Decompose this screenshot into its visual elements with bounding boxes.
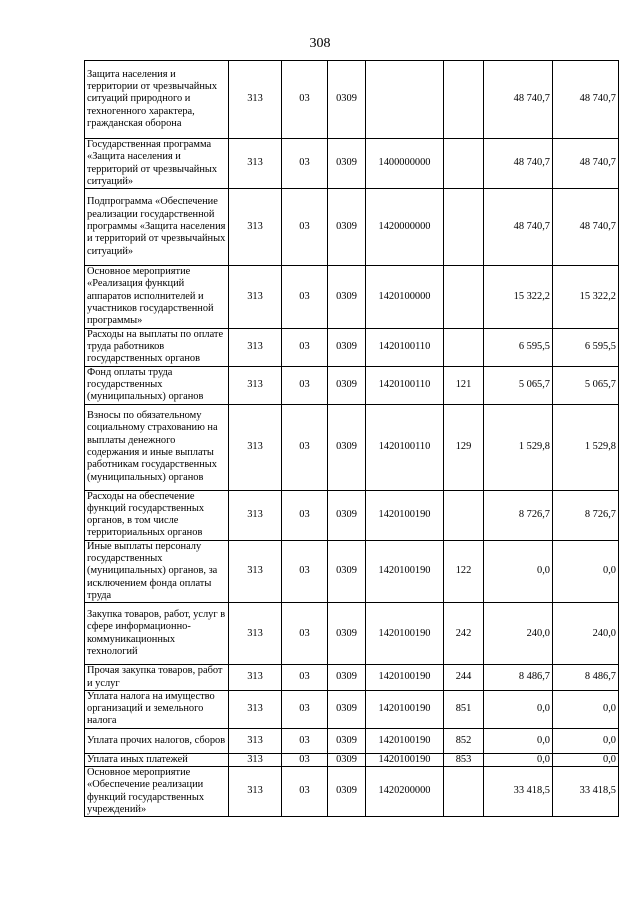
amount-cell-1: 5 065,7 [484, 366, 553, 404]
expense-type-cell: 122 [444, 540, 484, 602]
ved-code-cell: 313 [229, 728, 282, 753]
ved-code-cell: 313 [229, 189, 282, 266]
section-code-cell: 03 [282, 603, 328, 665]
ved-code-cell: 313 [229, 61, 282, 139]
ved-code-cell: 313 [229, 266, 282, 328]
table-row [85, 328, 619, 366]
expense-type-cell: 129 [444, 404, 484, 490]
row-name-cell: Взносы по обязательному социальному страхованию на выплаты денежного содержания и иные выплаты работникам государственных (муниципальных) органов [85, 404, 229, 490]
row-name-cell: Уплата прочих налогов, сборов [85, 728, 229, 753]
table-row [85, 603, 619, 665]
row-name-cell: Иные выплаты персоналу государственных (муниципальных) органов, за исключением фонда оплаты труда [85, 540, 229, 602]
amount-cell-1: 15 322,2 [484, 266, 553, 328]
row-name-cell: Расходы на обеспечение функций государственных органов, в том числе территориальных органов [85, 490, 229, 540]
subsection-code-cell: 0309 [328, 139, 366, 189]
amount-cell-1: 0,0 [484, 753, 553, 766]
table-row [85, 366, 619, 404]
budget-table [84, 60, 619, 817]
target-article-cell: 1420100110 [366, 366, 444, 404]
target-article-cell: 1420000000 [366, 189, 444, 266]
amount-cell-2: 0,0 [553, 690, 619, 728]
target-article-cell: 1420100190 [366, 690, 444, 728]
section-code-cell: 03 [282, 189, 328, 266]
expense-type-cell: 853 [444, 753, 484, 766]
table-row [85, 139, 619, 189]
subsection-code-cell: 0309 [328, 490, 366, 540]
row-name-cell: Уплата иных платежей [85, 753, 229, 766]
amount-cell-2: 240,0 [553, 603, 619, 665]
section-code-cell: 03 [282, 540, 328, 602]
amount-cell-1: 8 726,7 [484, 490, 553, 540]
subsection-code-cell: 0309 [328, 266, 366, 328]
expense-type-cell [444, 189, 484, 266]
target-article-cell: 1400000000 [366, 139, 444, 189]
amount-cell-2: 0,0 [553, 728, 619, 753]
amount-cell-2: 48 740,7 [553, 139, 619, 189]
expense-type-cell: 244 [444, 665, 484, 691]
target-article-cell: 1420100190 [366, 603, 444, 665]
target-article-cell: 1420100190 [366, 490, 444, 540]
target-article-cell: 1420100000 [366, 266, 444, 328]
expense-type-cell [444, 767, 484, 817]
ved-code-cell: 313 [229, 767, 282, 817]
ved-code-cell: 313 [229, 328, 282, 366]
subsection-code-cell: 0309 [328, 61, 366, 139]
amount-cell-2: 5 065,7 [553, 366, 619, 404]
ved-code-cell: 313 [229, 753, 282, 766]
amount-cell-2: 1 529,8 [553, 404, 619, 490]
amount-cell-2: 48 740,7 [553, 61, 619, 139]
section-code-cell: 03 [282, 753, 328, 766]
subsection-code-cell: 0309 [328, 753, 366, 766]
section-code-cell: 03 [282, 665, 328, 691]
amount-cell-2: 33 418,5 [553, 767, 619, 817]
ved-code-cell: 313 [229, 690, 282, 728]
amount-cell-2: 0,0 [553, 753, 619, 766]
amount-cell-1: 0,0 [484, 690, 553, 728]
row-name-cell: Основное мероприятие «Обеспечение реализации функций государственных учреждений» [85, 767, 229, 817]
subsection-code-cell: 0309 [328, 404, 366, 490]
table-row [85, 728, 619, 753]
section-code-cell: 03 [282, 61, 328, 139]
section-code-cell: 03 [282, 728, 328, 753]
table-row [85, 767, 619, 817]
row-name-cell: Прочая закупка товаров, работ и услуг [85, 665, 229, 691]
amount-cell-2: 48 740,7 [553, 189, 619, 266]
section-code-cell: 03 [282, 767, 328, 817]
table-row [85, 490, 619, 540]
subsection-code-cell: 0309 [328, 189, 366, 266]
expense-type-cell [444, 139, 484, 189]
expense-type-cell [444, 328, 484, 366]
subsection-code-cell: 0309 [328, 328, 366, 366]
amount-cell-1: 48 740,7 [484, 139, 553, 189]
table-row [85, 61, 619, 139]
expense-type-cell [444, 490, 484, 540]
row-name-cell: Подпрограмма «Обеспечение реализации государственной программы «Защита населения и территорий от чрезвычайных ситуаций» [85, 189, 229, 266]
expense-type-cell: 242 [444, 603, 484, 665]
ved-code-cell: 313 [229, 366, 282, 404]
amount-cell-1: 33 418,5 [484, 767, 553, 817]
expense-type-cell [444, 61, 484, 139]
row-name-cell: Фонд оплаты труда государственных (муниципальных) органов [85, 366, 229, 404]
ved-code-cell: 313 [229, 665, 282, 691]
amount-cell-1: 8 486,7 [484, 665, 553, 691]
subsection-code-cell: 0309 [328, 767, 366, 817]
amount-cell-1: 1 529,8 [484, 404, 553, 490]
amount-cell-1: 0,0 [484, 728, 553, 753]
section-code-cell: 03 [282, 366, 328, 404]
ved-code-cell: 313 [229, 540, 282, 602]
target-article-cell: 1420100190 [366, 728, 444, 753]
amount-cell-2: 0,0 [553, 540, 619, 602]
ved-code-cell: 313 [229, 404, 282, 490]
expense-type-cell: 851 [444, 690, 484, 728]
section-code-cell: 03 [282, 490, 328, 540]
subsection-code-cell: 0309 [328, 366, 366, 404]
target-article-cell [366, 61, 444, 139]
target-article-cell: 1420200000 [366, 767, 444, 817]
table-row [85, 665, 619, 691]
expense-type-cell: 852 [444, 728, 484, 753]
expense-type-cell: 121 [444, 366, 484, 404]
table-row [85, 266, 619, 328]
section-code-cell: 03 [282, 404, 328, 490]
target-article-cell: 1420100190 [366, 753, 444, 766]
row-name-cell: Защита населения и территории от чрезвычайных ситуаций природного и техногенного характера, гражданская оборона [85, 61, 229, 139]
target-article-cell: 1420100190 [366, 540, 444, 602]
amount-cell-1: 240,0 [484, 603, 553, 665]
row-name-cell: Закупка товаров, работ, услуг в сфере информационно-коммуникационных технологий [85, 603, 229, 665]
amount-cell-2: 8 726,7 [553, 490, 619, 540]
ved-code-cell: 313 [229, 139, 282, 189]
target-article-cell: 1420100110 [366, 404, 444, 490]
row-name-cell: Основное мероприятие «Реализация функций аппаратов исполнителей и участников государственной программы» [85, 266, 229, 328]
amount-cell-1: 6 595,5 [484, 328, 553, 366]
row-name-cell: Уплата налога на имущество организаций и земельного налога [85, 690, 229, 728]
table-row [85, 690, 619, 728]
section-code-cell: 03 [282, 328, 328, 366]
amount-cell-2: 6 595,5 [553, 328, 619, 366]
amount-cell-1: 0,0 [484, 540, 553, 602]
table-row [85, 753, 619, 766]
ved-code-cell: 313 [229, 603, 282, 665]
table-row [85, 189, 619, 266]
page-number: 308 [309, 36, 331, 51]
target-article-cell: 1420100190 [366, 665, 444, 691]
table-row [85, 540, 619, 602]
amount-cell-1: 48 740,7 [484, 189, 553, 266]
section-code-cell: 03 [282, 266, 328, 328]
subsection-code-cell: 0309 [328, 603, 366, 665]
target-article-cell: 1420100110 [366, 328, 444, 366]
amount-cell-1: 48 740,7 [484, 61, 553, 139]
section-code-cell: 03 [282, 139, 328, 189]
row-name-cell: Государственная программа «Защита населения и территорий от чрезвычайных ситуаций» [85, 139, 229, 189]
ved-code-cell: 313 [229, 490, 282, 540]
amount-cell-2: 15 322,2 [553, 266, 619, 328]
subsection-code-cell: 0309 [328, 728, 366, 753]
expense-type-cell [444, 266, 484, 328]
subsection-code-cell: 0309 [328, 540, 366, 602]
section-code-cell: 03 [282, 690, 328, 728]
amount-cell-2: 8 486,7 [553, 665, 619, 691]
subsection-code-cell: 0309 [328, 690, 366, 728]
subsection-code-cell: 0309 [328, 665, 366, 691]
row-name-cell: Расходы на выплаты по оплате труда работников государственных органов [85, 328, 229, 366]
table-row [85, 404, 619, 490]
